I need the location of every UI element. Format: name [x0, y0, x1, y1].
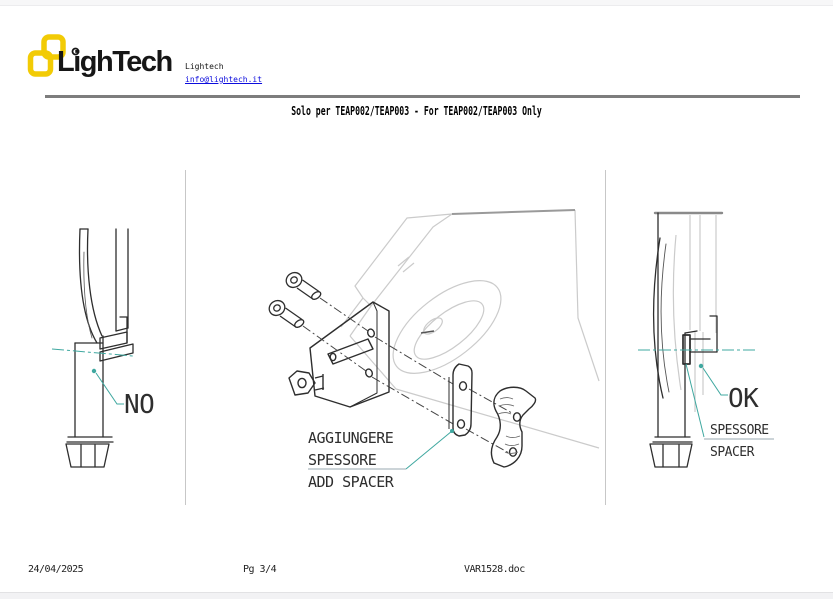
- logo-wordmark: LighTech: [57, 46, 172, 78]
- socket-screws: [266, 270, 322, 329]
- adjuster-nut-ok: [650, 437, 692, 467]
- socket-screw-2: [266, 298, 305, 329]
- adjuster-nut: [66, 437, 113, 467]
- adjuster-bolt-nut: [289, 371, 324, 395]
- label-spessore-right: SPESSORE: [710, 423, 769, 438]
- ok-label: OK: [728, 384, 759, 414]
- label-spacer-right: SPACER: [710, 445, 754, 460]
- spacer-plate: [449, 364, 472, 436]
- swingarm-ghost: [341, 210, 599, 448]
- bottom-edge-strip: [0, 592, 833, 599]
- centerline: [52, 349, 133, 356]
- exploded-assembly-drawing: [190, 160, 600, 510]
- footer-page-number: Pg 3/4: [243, 564, 277, 575]
- header-divider: [45, 95, 800, 98]
- swingarm-ghost-right: [673, 215, 716, 412]
- no-label: NO: [124, 390, 155, 420]
- adjuster-bracket: [289, 302, 389, 407]
- label-aggiungere: AGGIUNGERE: [308, 429, 394, 447]
- panel-divider-right: [605, 170, 606, 505]
- page-title: Solo per TEAP002/TEAP003 - For TEAP002/TEAP003 Only: [291, 104, 542, 118]
- company-name-label: Lightech: [185, 62, 224, 71]
- adjuster-side-view: [66, 229, 133, 467]
- no-configuration-drawing: [30, 160, 190, 510]
- label-add-spacer: ADD SPACER: [308, 473, 394, 491]
- socket-screw-1: [283, 270, 322, 301]
- footer-date: 24/04/2025: [28, 564, 84, 575]
- email-link[interactable]: info@lightech.it: [185, 75, 263, 84]
- leader-line-no: [92, 369, 124, 404]
- footer-filename: VAR1528.doc: [464, 564, 525, 575]
- label-spessore-it: SPESSORE: [308, 451, 377, 469]
- top-edge-strip: [0, 0, 833, 6]
